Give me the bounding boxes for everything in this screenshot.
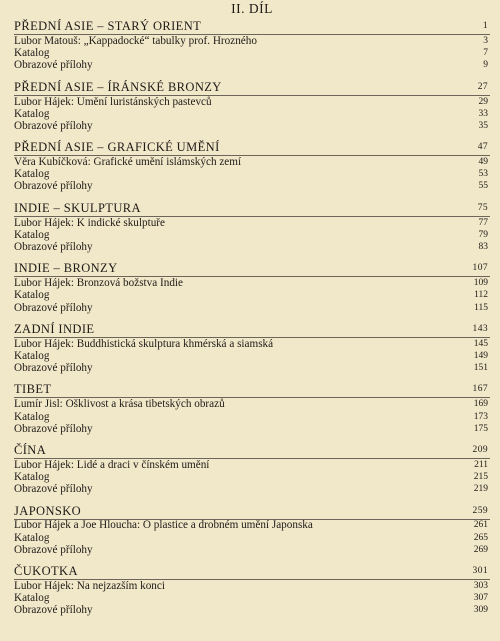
entry-title: Věra Kubíčková: Grafické umění islámských zemí — [14, 156, 242, 169]
toc-entry — [14, 362, 490, 374]
section-page-number: 27 — [477, 81, 488, 92]
entry-page-number: 79 — [478, 229, 488, 240]
section-heading-row — [14, 80, 490, 96]
entry-title: Lubor Hájek: Lidé a draci v čínském umění — [14, 458, 210, 471]
section-gap — [14, 556, 490, 564]
entry-page-number: 109 — [473, 278, 488, 289]
toc-entry — [14, 398, 490, 410]
entry-page-number: 29 — [478, 96, 488, 107]
section-heading: INDIE – BRONZY — [14, 261, 118, 276]
entry-page-number: 33 — [478, 108, 488, 119]
toc-entry — [14, 277, 490, 289]
entry-title: Obrazové přílohy — [14, 543, 93, 556]
entry-page-number: 173 — [473, 411, 488, 422]
toc-entry — [14, 217, 490, 229]
section-gap — [14, 253, 490, 261]
toc-section — [14, 19, 490, 72]
entry-page-number: 55 — [478, 181, 488, 192]
entry-title: Obrazové přílohy — [14, 483, 93, 496]
toc-section — [14, 504, 490, 557]
section-heading-row — [14, 261, 490, 277]
toc-section — [14, 564, 490, 617]
entry-title: Obrazové přílohy — [14, 119, 93, 132]
toc-entry — [14, 580, 490, 592]
entry-page-number: 145 — [473, 338, 488, 349]
section-page-number: 167 — [472, 384, 488, 395]
entry-page-number: 35 — [478, 120, 488, 131]
section-heading-row — [14, 382, 490, 398]
toc-entry — [14, 520, 490, 532]
section-gap — [14, 435, 490, 443]
section-gap — [14, 72, 490, 80]
section-gap — [14, 374, 490, 382]
entry-page-number: 3 — [483, 35, 488, 46]
toc-section — [14, 382, 490, 435]
toc-entry — [14, 181, 490, 193]
entry-title: Obrazové přílohy — [14, 301, 93, 314]
toc-section — [14, 322, 490, 375]
toc-entry — [14, 229, 490, 241]
toc-entry — [14, 35, 490, 47]
entry-title: Lubor Hájek: Umění luristánských pastevců — [14, 95, 212, 108]
toc-entry — [14, 592, 490, 604]
toc-entry — [14, 532, 490, 544]
toc-entry — [14, 459, 490, 471]
toc-entry — [14, 544, 490, 556]
toc-entry — [14, 411, 490, 423]
section-heading: PŘEDNÍ ASIE – STARÝ ORIENT — [14, 19, 202, 33]
entry-page-number: 175 — [473, 423, 488, 434]
section-page-number: 209 — [472, 444, 488, 455]
entry-page-number: 83 — [478, 242, 488, 253]
entry-title: Obrazové přílohy — [14, 362, 93, 375]
toc-entry — [14, 289, 490, 301]
entry-title: Katalog — [14, 592, 50, 605]
part-title: II. DÍL — [231, 1, 273, 16]
entry-title: Katalog — [14, 471, 50, 484]
toc-entry — [14, 241, 490, 253]
toc-entry — [14, 338, 490, 350]
section-page-number: 47 — [477, 142, 488, 153]
section-heading-row — [14, 504, 490, 520]
section-heading-row — [14, 201, 490, 217]
entry-title: Obrazové přílohy — [14, 604, 93, 617]
toc-section — [14, 201, 490, 254]
toc-section — [14, 443, 490, 496]
toc-entry — [14, 423, 490, 435]
entry-title: Lubor Matouš: „Kappadocké“ tabulky prof. Hrozného — [14, 34, 257, 47]
entry-page-number: 169 — [473, 399, 488, 410]
toc-entry — [14, 483, 490, 495]
toc-section — [14, 261, 490, 314]
section-gap — [14, 193, 490, 201]
entry-title: Katalog — [14, 168, 50, 181]
entry-title: Lubor Hájek: Bronzová božstva Indie — [14, 277, 184, 290]
entry-title: Lubor Hájek: K indické skulptuře — [14, 216, 165, 229]
section-heading: ZADNÍ INDIE — [14, 321, 95, 336]
entry-title: Obrazové přílohy — [14, 59, 93, 72]
entry-title: Katalog — [14, 289, 50, 302]
toc-section — [14, 80, 490, 133]
section-gap — [14, 132, 490, 140]
entry-title: Katalog — [14, 228, 50, 241]
entry-title: Lumír Jisl: Ošklivost a krása tibetských obrazů — [14, 398, 225, 411]
entry-page-number: 309 — [473, 605, 488, 616]
section-heading-row — [14, 19, 490, 35]
entry-title: Lubor Hájek: Buddhistická skulptura khmérská a siamská — [14, 337, 274, 350]
section-heading: PŘEDNÍ ASIE – GRAFICKÉ UMĚNÍ — [14, 140, 220, 155]
toc-sections — [14, 19, 490, 617]
entry-page-number: 261 — [473, 520, 488, 531]
entry-page-number: 211 — [474, 459, 488, 470]
section-heading-row — [14, 443, 490, 459]
entry-title: Katalog — [14, 349, 50, 362]
section-heading-row — [14, 564, 490, 580]
entry-page-number: 77 — [478, 217, 488, 228]
entry-page-number: 265 — [473, 532, 488, 543]
entry-page-number: 303 — [473, 581, 488, 592]
entry-page-number: 53 — [478, 169, 488, 180]
section-heading: ČUKOTKA — [14, 564, 78, 579]
toc-entry — [14, 47, 490, 59]
entry-title: Katalog — [14, 410, 50, 423]
entry-title: Lubor Hájek a Joe Hloucha: O plastice a drobném umění Japonska — [14, 519, 313, 532]
section-gap — [14, 314, 490, 322]
entry-title: Katalog — [14, 107, 50, 120]
toc-entry — [14, 350, 490, 362]
toc-entry — [14, 96, 490, 108]
toc-entry — [14, 120, 490, 132]
entry-page-number: 307 — [473, 593, 488, 604]
toc-entry — [14, 604, 490, 616]
toc-entry — [14, 471, 490, 483]
section-gap — [14, 496, 490, 504]
toc-entry — [14, 156, 490, 168]
entry-title: Lubor Hájek: Na nejzazším konci — [14, 580, 165, 593]
entry-page-number: 115 — [474, 302, 488, 313]
entry-page-number: 269 — [473, 544, 488, 555]
section-heading: INDIE – SKULPTURA — [14, 200, 141, 215]
section-page-number: 75 — [477, 202, 488, 213]
section-heading: ČÍNA — [14, 442, 47, 457]
toc-entry — [14, 108, 490, 120]
section-heading-row — [14, 140, 490, 156]
toc-section — [14, 140, 490, 193]
entry-page-number: 9 — [483, 60, 488, 71]
section-page-number: 143 — [472, 323, 488, 334]
section-page-number: 1 — [482, 21, 488, 31]
entry-title: Obrazové přílohy — [14, 241, 93, 254]
entry-title: Katalog — [14, 47, 50, 60]
section-page-number: 107 — [472, 263, 488, 274]
entry-page-number: 219 — [473, 484, 488, 495]
entry-title: Obrazové přílohy — [14, 422, 93, 435]
section-heading: PŘEDNÍ ASIE – ÍRÁNSKÉ BRONZY — [14, 79, 222, 94]
toc-entry — [14, 168, 490, 180]
section-page-number: 259 — [472, 505, 488, 516]
section-heading: JAPONSKO — [14, 503, 82, 518]
entry-page-number: 49 — [478, 157, 488, 168]
section-heading: TIBET — [14, 382, 52, 397]
toc-entry — [14, 302, 490, 314]
entry-page-number: 215 — [473, 472, 488, 483]
entry-title: Obrazové přílohy — [14, 180, 93, 193]
section-page-number: 301 — [472, 566, 488, 577]
entry-page-number: 7 — [483, 48, 488, 59]
entry-page-number: 149 — [473, 350, 488, 361]
entry-title: Katalog — [14, 531, 50, 544]
toc-entry — [14, 59, 490, 71]
entry-page-number: 112 — [474, 290, 488, 301]
section-heading-row — [14, 322, 490, 338]
entry-page-number: 151 — [473, 363, 488, 374]
